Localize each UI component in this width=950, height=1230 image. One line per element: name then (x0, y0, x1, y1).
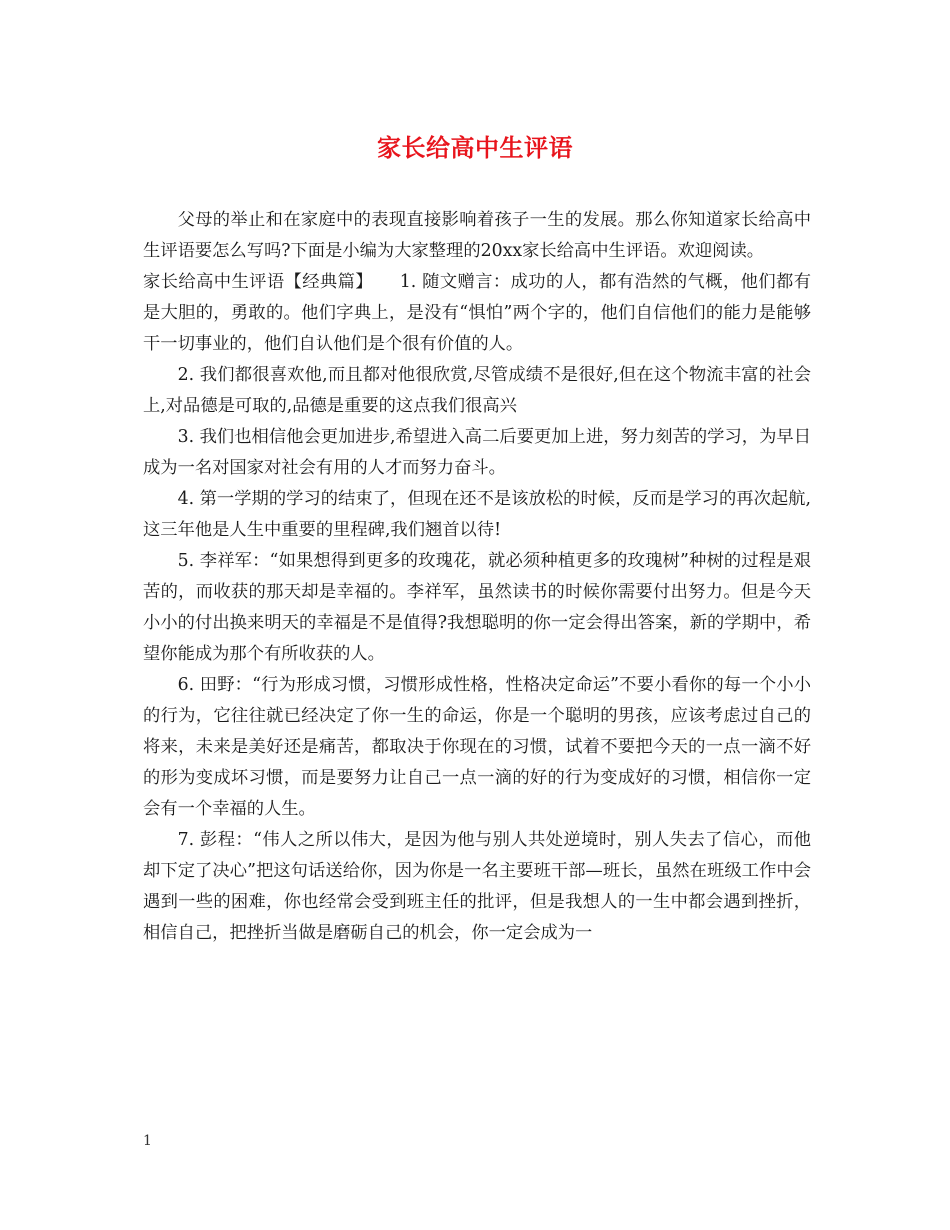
paragraph-classic-1: 家长给高中生评语【经典篇】 1. 随文赠言：成功的人，都有浩然的气概，他们都有是大胆的，勇敢的。他们字典上，是没有“惧怕”两个字的，他们自信他们的能力是能够干一切事业的，他们自认他们是个很有价值的人。 (143, 272, 811, 354)
paragraph-4: 4. 第一学期的学习的结束了，但现在还不是该放松的时候，反而是学习的再次起航,这三年他是人生中重要的里程碑,我们翘首以待! (143, 489, 811, 540)
paragraph-5: 5. 李祥军：“如果想得到更多的玫瑰花，就必须种植更多的玫瑰树”种树的过程是艰苦的，而收获的那天却是幸福的。李祥军，虽然读书的时候你需要付出努力。但是今天小小的付出换来明天的幸福是不是值得?我想聪明的你一定会得出答案，新的学期中，希望你能成为那个有所收获的人。 (143, 551, 811, 664)
paragraph-6: 6. 田野：“行为形成习惯，习惯形成性格，性格决定命运”不要小看你的每一个小小的行为，它往往就已经决定了你一生的命运，你是一个聪明的男孩，应该考虑过自己的将来，未来是美好还是痛苦，都取决于你现在的习惯，试着不要把今天的一点一滴不好的形为变成坏习惯，而是要努力让自己一点一滴的好的行为变成好的习惯，相信你一定会有一个幸福的人生。 (143, 675, 811, 819)
paragraph-3: 3. 我们也相信他会更加进步,希望进入高二后要更加上进，努力刻苦的学习，为早日成为一名对国家对社会有用的人才而努力奋斗。 (143, 427, 811, 478)
paragraph-2: 2. 我们都很喜欢他,而且都对他很欣赏,尽管成绩不是很好,但在这个物流丰富的社会上,对品德是可取的,品德是重要的这点我们很高兴 (143, 365, 811, 416)
paragraph-7: 7. 彭程：“伟人之所以伟大，是因为他与别人共处逆境时，别人失去了信心，而他却下定了决心”把这句话送给你，因为你是一名主要班干部—班长，虽然在班级工作中会遇到一些的困难，你也经常会受到班主任的批评，但是我想人的一生中都会遇到挫折，相信自己，把挫折当做是磨砺自己的机会，你一定会成为一 (143, 830, 811, 943)
page-number: 1 (143, 1133, 152, 1149)
document-title: 家长给高中生评语 (377, 133, 573, 162)
paragraph-intro: 父母的举止和在家庭中的表现直接影响着孩子一生的发展。那么你知道家长给高中生评语要怎么写吗?下面是小编为大家整理的20xx家长给高中生评语。欢迎阅读。 (143, 210, 811, 261)
document-body (143, 205, 811, 949)
